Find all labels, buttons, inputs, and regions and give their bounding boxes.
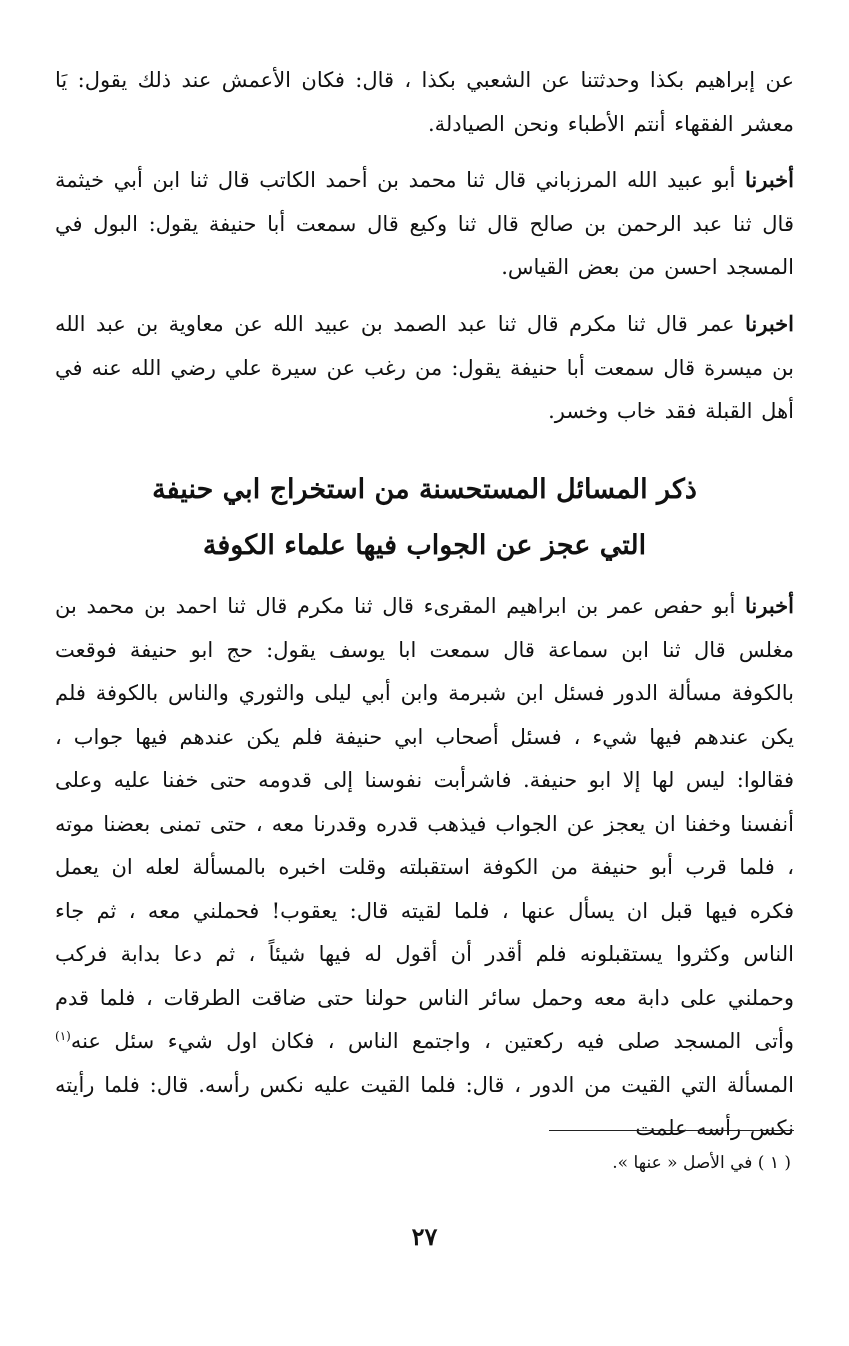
paragraph-3-text: عمر قال ثنا مكرم قال ثنا عبد الصمد بن عبيد الله عن معاوية بن عبد الله بن ميسرة قال سمعت أبا حنيفة يقول: من رغب عن سيرة علي رضي الله عنه في أهل القبلة فقد خاب وخسر. xyxy=(55,312,794,423)
paragraph-2-text: أبو عبيد الله المرزباني قال ثنا محمد بن أحمد الكاتب قال ثنا ابن أبي خيثمة قال ثنا عبد الرحمن بن صالح قال ثنا وكيع قال سمعت أبا حنيفة يقول: البول في المسجد احسن من بعض القياس. xyxy=(55,168,794,279)
paragraph-1-text: عن إبراهيم بكذا وحدثتنا عن الشعبي بكذا ، قال: فكان الأعمش عند ذلك يقول: يَا معشر الفقهاء أنتم الأطباء ونحن الصيادلة. xyxy=(55,68,794,136)
footnote: ( ١ ) في الأصل « عنها ». xyxy=(612,1153,791,1173)
paragraph-3-lead: اخبرنا xyxy=(745,311,794,336)
section-heading-line-1: ذكر المسائل المستحسنة من استخراج ابي حنيفة xyxy=(152,474,697,505)
main-paragraph-text-after-ref: المسألة التي القيت من الدور ، قال: فلما القيت عليه نكس رأسه. قال: فلما رأيته نكس رأسه علمت xyxy=(55,1072,794,1140)
paragraph-2 xyxy=(55,158,794,290)
section-heading xyxy=(40,462,809,574)
paragraph-3 xyxy=(55,302,794,434)
footnote-reference: (١) xyxy=(55,1029,71,1043)
footnote-divider xyxy=(549,1130,794,1131)
section-heading-line-2: التي عجز عن الجواب فيها علماء الكوفة xyxy=(202,530,647,561)
paragraph-2-lead: أخبرنا xyxy=(745,167,794,192)
main-paragraph xyxy=(55,584,794,1151)
page-number: ٢٧ xyxy=(411,1222,438,1251)
paragraph-1 xyxy=(55,58,794,146)
main-paragraph-lead: أخبرنا xyxy=(745,593,794,618)
main-paragraph-text-before-ref: أبو حفص عمر بن ابراهيم المقرىء قال ثنا مكرم قال ثنا احمد بن محمد بن مغلس قال ثنا ابن سماعة قال سمعت ابا يوسف يقول: حج ابو حنيفة فوقعت بالكوفة مسألة الدور فسئل ابن شبرمة وابن أبي ليلى والثوري والناس بالكوفة فلم يكن عندهم فيها شيء ، فسئل أصحاب ابي حنيفة فلم يكن عندهم فيها جواب ، فقالوا: ليس لها إلا ابو حنيفة. فاشرأبت نفوسنا إلى قدومه حتى خفنا عليه وعلى أنفسنا وخفنا ان يعجز عن الجواب فيذهب قدره وقدرنا معه ، حتى تمنى بعضنا موته ، فلما قرب أبو حنيفة من الكوفة استقبلته وقلت اخبره بالمسألة لعله ان يعمل فكره فيها قبل ان يسأل عنها ، فلما لقيته قال: يعقوب! فحملني معه ، ثم جاء الناس وكثروا يستقبلونه فلم أقدر أن أقول له فيها شيئاً ، ثم دعا بدابة فركب وحملني على دابة معه وحمل سائر الناس حولنا حتى ضاقت الطرقات ، فلما قدم وأتى المسجد صلى فيه ركعتين ، واجتمع الناس ، فكان اول شيء سئل عنه xyxy=(55,594,794,1053)
